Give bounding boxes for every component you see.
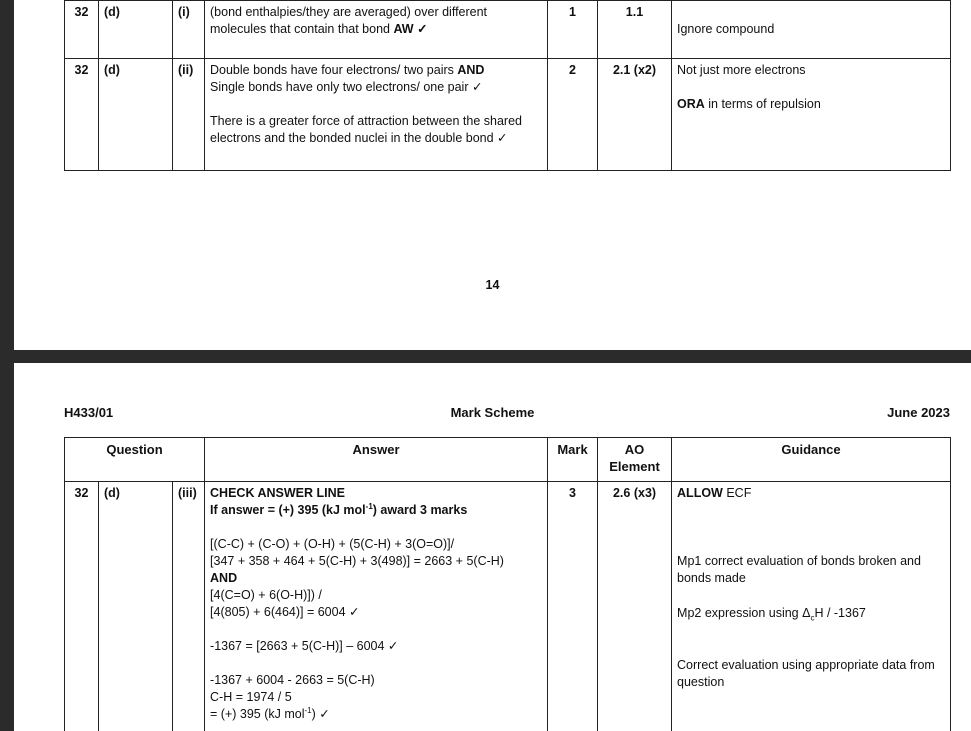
table-row (65, 482, 951, 731)
mark-cell: 3 (548, 482, 598, 731)
table-row (65, 1, 951, 59)
answer-cell (205, 482, 548, 731)
guidance-text: Correct evaluation using appropriate data from question (677, 658, 935, 689)
question-number: 32 (65, 59, 99, 171)
mark-cell: 1 (548, 1, 598, 59)
mark-scheme-page-14 (14, 0, 971, 350)
answer-cell (205, 1, 548, 59)
guidance-cell (672, 59, 951, 171)
guidance-text: Mp1 correct evaluation of bonds broken and bonds made (677, 554, 921, 585)
table-header-row (65, 438, 951, 482)
answer-line: = (+) 395 (kJ mol$^{-1}$) ✓ (210, 705, 330, 721)
column-header-answer: Answer (205, 438, 548, 482)
ao-cell: 1.1 (598, 1, 672, 59)
question-part: (d) (99, 1, 173, 59)
answer-line: [4(C=O) + 6(O-H)]) / (210, 588, 322, 602)
question-subpart: (iii) (173, 482, 205, 731)
ao-cell: 2.1 (x2) (598, 59, 672, 171)
question-number: 32 (65, 482, 99, 731)
table-row (65, 59, 951, 171)
guidance-cell (672, 1, 951, 59)
guidance-text: ORA in terms of repulsion (677, 97, 821, 111)
answer-line: [347 + 358 + 464 + 5(C-H) + 3(498)] = 2663 + 5(C-H) (210, 554, 504, 568)
answer-cell (205, 59, 548, 171)
question-number: 32 (65, 1, 99, 59)
answer-line: C-H = 1974 / 5 (210, 690, 292, 704)
aw-mark: AW ✓ (393, 22, 428, 36)
mark-cell: 2 (548, 59, 598, 171)
mark-scheme-page (14, 363, 971, 731)
column-header-mark: Mark (548, 438, 598, 482)
mark-scheme-table-top (64, 0, 951, 171)
guidance-text: Mp2 expression using $\Delta_cH / -1367$ (677, 606, 866, 623)
paper-code: H433/01 (64, 405, 114, 420)
page-number: 14 (485, 278, 500, 292)
answer-line: Single bonds have only two electrons/ one pair ✓ (210, 80, 483, 94)
guidance-text: Not just more electrons (677, 63, 806, 77)
answer-line: (bond enthalpies/they are averaged) over different (210, 5, 488, 19)
question-part: (d) (99, 59, 173, 171)
answer-line: AND (210, 571, 238, 585)
question-part: (d) (99, 482, 173, 731)
answer-line: molecules that contain that bond AW ✓ (210, 22, 428, 36)
answer-award-line: If answer = (+) 395 (kJ mol$^{-1}$) award 3 marks (210, 501, 468, 517)
answer-line: Double bonds have four electrons/ two pairs AND (210, 63, 485, 77)
answer-line: [(C-C) + (C-O) + (O-H) + (5(C-H) + 3(O=O)]/ (210, 537, 455, 551)
guidance-cell (672, 482, 951, 731)
guidance-text: Ignore compound (677, 22, 775, 36)
column-header-question: Question (65, 438, 205, 482)
question-subpart: (i) (173, 1, 205, 59)
check-answer-line: CHECK ANSWER LINE (210, 486, 345, 500)
guidance-text: ALLOW ECF (677, 486, 752, 500)
mark-scheme-table (64, 437, 951, 731)
answer-line: [4(805) + 6(464)] = 6004 ✓ (210, 605, 360, 619)
answer-line: -1367 + 6004 - 2663 = 5(C-H) (210, 673, 375, 687)
question-subpart: (ii) (173, 59, 205, 171)
answer-line: -1367 = [2663 + 5(C-H)] – 6004 ✓ (210, 639, 399, 653)
answer-line: electrons and the bonded nuclei in the double bond ✓ (210, 131, 508, 145)
ao-cell: 2.6 (x3) (598, 482, 672, 731)
page-title: Mark Scheme (450, 405, 535, 420)
column-header-guidance: Guidance (672, 438, 951, 482)
exam-date: June 2023 (887, 405, 950, 420)
answer-line: There is a greater force of attraction between the shared (210, 114, 522, 128)
column-header-ao-element: AO Element (598, 438, 672, 482)
